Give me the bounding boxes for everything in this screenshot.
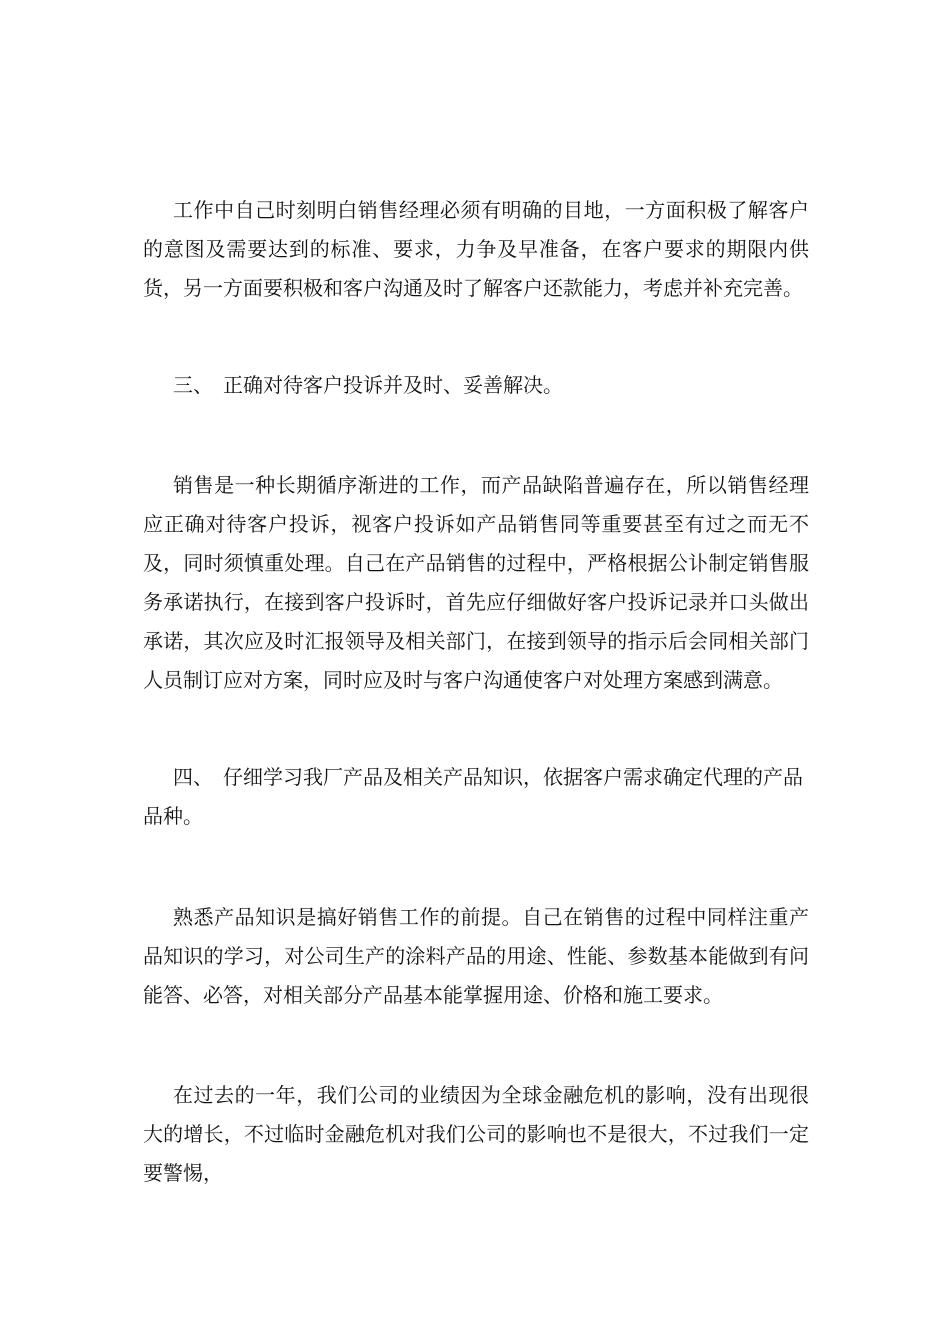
paragraph-complaints: 销售是一种长期循序渐进的工作，而产品缺陷普遍存在，所以销售经理应正确对待客户投诉，视客户投诉如产品销售同等重要甚至有过之而无不及，同时须慎重处理。自己在产品销售的过程中，严格根据公讣制定销售服务承诺执行，在接到客户投诉时，首先应仔细做好客户投诉记录并口头做出承诺，其次应及时汇报领导及相关部门，在接到领导的指示后会同相关部门人员制订应对方案，同时应及时与客户沟通使客户对处理方案感到满意。: [143, 473, 809, 692]
paragraph-product-knowledge: 熟悉产品知识是搞好销售工作的前提。自己在销售的过程中同样注重产品知识的学习，对公司生产的涂料产品的用途、性能、参数基本能做到有问能答、必答，对相关部分产品基本能掌握用途、价格和施工要求。: [143, 905, 809, 1007]
section-number: 三、: [173, 373, 213, 397]
section-title: 正确对待客户投诉并及时、妥善解决。: [223, 373, 563, 397]
section-title: 仔细学习我厂产品及相关产品知识，依据客户需求确定代理的产品品种。: [143, 765, 803, 828]
section-heading-three: [173, 366, 809, 405]
paragraph-past-year: 在过去的一年，我们公司的业绩因为全球金融危机的影响，没有出现很大的增长，不过临时金融危机对我们公司的影响也不是很大，不过我们一定要警惕，: [143, 1083, 809, 1185]
section-number: 四、: [173, 765, 213, 789]
paragraph-client-goals: 工作中自己时刻明白销售经理必须有明确的目地，一方面积极了解客户的意图及需要达到的标准、要求，力争及早准备，在客户要求的期限内供货，另一方面要积极和客户沟通及时了解客户还款能力，考虑并补充完善。: [143, 198, 809, 300]
section-heading-four: [143, 758, 809, 836]
